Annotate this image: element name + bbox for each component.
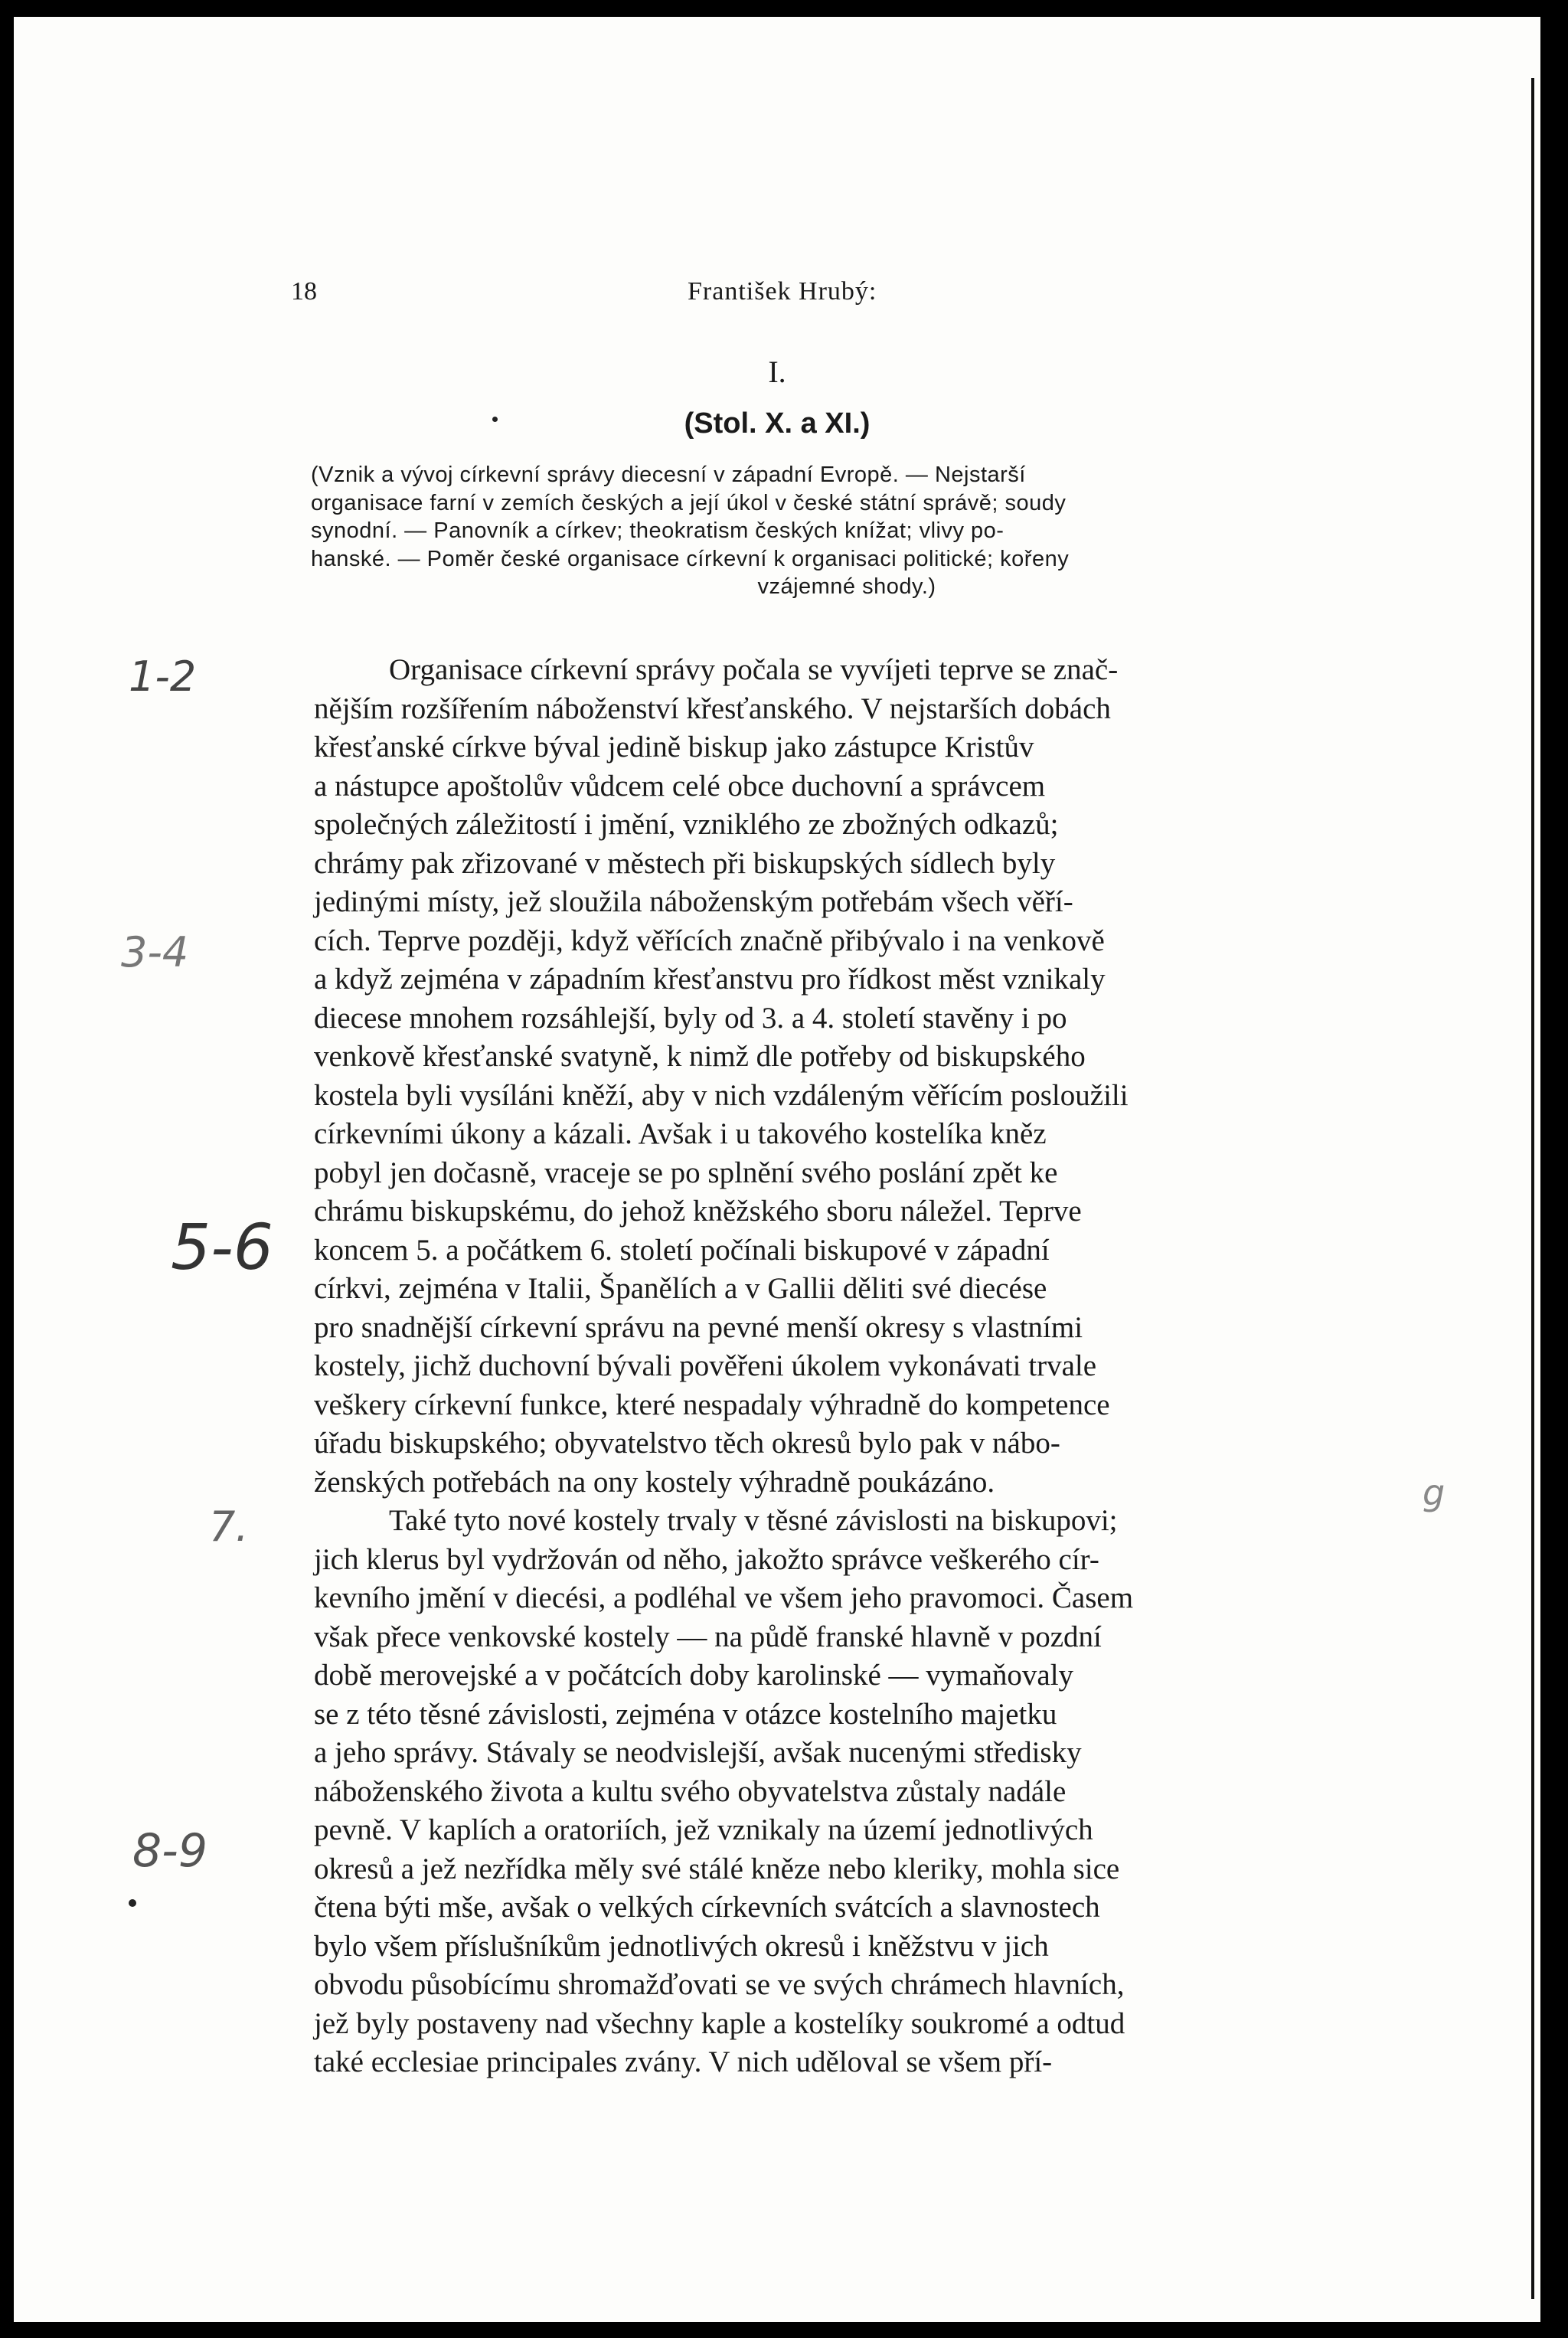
body-line: kostely, jichž duchovní bývali pověřeni úkolem vykonávati trvale bbox=[314, 1349, 1097, 1382]
body-line: chrámu biskupskému, do jehož kněžského sboru náležel. Teprve bbox=[314, 1195, 1082, 1228]
body-line: pobyl jen dočasně, vraceje se po splnění svého poslání zpět ke bbox=[314, 1156, 1058, 1189]
body-line: jedinými místy, jež sloužila náboženským potřebám všech věří- bbox=[314, 885, 1073, 918]
body-text bbox=[314, 651, 1389, 2082]
body-line: nějším rozšířením náboženství křesťanského. V nejstarších dobách bbox=[314, 692, 1111, 725]
body-line: a nástupce apoštolův vůdcem celé obce duchovní a správcem bbox=[314, 769, 1046, 803]
body-line: čtena býti mše, avšak o velkých církevních svátcích a slavnostech bbox=[314, 1891, 1100, 1924]
body-line: pevně. V kaplích a oratoriích, jež vznikaly na území jednotlivých bbox=[314, 1813, 1093, 1846]
body-line: době merovejské a v počátcích doby karolinské — vymaňovaly bbox=[314, 1659, 1074, 1692]
book-page bbox=[14, 17, 1540, 2322]
body-line: obvodu působícímu shromažďovati se ve svých chrámech hlavních, bbox=[314, 1968, 1125, 2001]
body-line: církevními úkony a kázali. Avšak i u takového kostelíka kněz bbox=[314, 1117, 1047, 1150]
body-line: jich klerus byl vydržován od něho, jakožto správce veškerého cír- bbox=[314, 1542, 1099, 1576]
margin-annotation: 8-9 bbox=[132, 1824, 207, 1878]
summary-line: vzájemné shody.) bbox=[757, 574, 936, 599]
summary-line: (Vznik a vývoj církevní správy diecesní v západní Evropě. — Nejstarší bbox=[311, 463, 1026, 487]
body-line: společných záležitostí i jmění, vzniklého ze zbožných odkazů; bbox=[314, 808, 1059, 841]
margin-dot bbox=[129, 1899, 136, 1907]
body-line: úřadu biskupského; obyvatelstvo těch okresů bylo pak v nábo- bbox=[314, 1427, 1060, 1460]
body-line: diecese mnohem rozsáhlejší, byly od 3. a 4. století stavěny i po bbox=[314, 1001, 1067, 1035]
section-number: I. bbox=[768, 355, 786, 389]
section-period: (Stol. X. a XI.) bbox=[684, 407, 871, 440]
body-line: venkově křesťanské svatyně, k nimž dle potřeby od biskupského bbox=[314, 1040, 1086, 1073]
body-line: bylo všem příslušníkům jednotlivých okresů i kněžstvu v jich bbox=[314, 1929, 1049, 1963]
summary-line: organisace farní v zemích českých a její úkol v české státní správě; soudy bbox=[311, 490, 1067, 515]
body-line: Organisace církevní správy počala se vyvíjeti teprve se znač- bbox=[389, 653, 1119, 686]
body-line: koncem 5. a počátkem 6. století počínali biskupové v západní bbox=[314, 1233, 1050, 1267]
running-head: František Hrubý: bbox=[688, 277, 877, 306]
body-line: jež byly postaveny nad všechny kaple a kostelíky soukromé a odtud bbox=[314, 2006, 1125, 2040]
summary-line: synodní. — Panovník a církev; theokratism českých knížat; vlivy po- bbox=[311, 518, 1004, 543]
body-line: kostela byli vysíláni kněží, aby v nich vzdáleným věřícím posloužili bbox=[314, 1078, 1129, 1112]
body-line: také ecclesiae principales zvány. V nich uděloval se všem pří- bbox=[314, 2045, 1053, 2078]
margin-annotation: g bbox=[1423, 1472, 1446, 1513]
body-line: pro snadnější církevní správu na pevné menší okresy s vlastními bbox=[314, 1310, 1083, 1344]
section-summary bbox=[311, 461, 1383, 601]
body-line: chrámy pak zřizované v městech při biskupských sídlech byly bbox=[314, 846, 1056, 880]
summary-line: hanské. — Poměr české organisace církevní k organisaci politické; kořeny bbox=[311, 546, 1070, 571]
body-line: ženských potřebách na ony kostely výhradně poukázáno. bbox=[314, 1465, 995, 1499]
body-line: a když zejména v západním křesťanstvu pro řídkost měst vznikaly bbox=[314, 963, 1106, 996]
body-line: křesťanské církve býval jedině biskup jako zástupce Kristův bbox=[314, 731, 1034, 764]
body-line: Také tyto nové kostely trvaly v těsné závislosti na biskupovi; bbox=[389, 1504, 1118, 1537]
body-line: náboženského života a kultu svého obyvatelstva zůstaly nadále bbox=[314, 1774, 1067, 1808]
body-line: veškery církevní funkce, které nespadaly výhradně do kompetence bbox=[314, 1388, 1110, 1421]
margin-annotation: 1-2 bbox=[129, 652, 197, 701]
page-number: 18 bbox=[291, 277, 317, 306]
page-header bbox=[14, 277, 1540, 316]
body-line: cích. Teprve později, když věřících značně přibývalo i na venkově bbox=[314, 924, 1105, 957]
body-line: a jeho správy. Stávaly se neodvislejší, avšak nucenými středisky bbox=[314, 1736, 1082, 1769]
body-line: však přece venkovské kostely — na půdě franské hlavně v pozdní bbox=[314, 1620, 1102, 1653]
body-line: církvi, zejména v Italii, Španělích a v Gallii děliti své diecése bbox=[314, 1272, 1047, 1305]
body-line: kevního jmění v diecési, a podléhal ve všem jeho pravomoci. Časem bbox=[314, 1581, 1134, 1614]
body-line: se z této těsné závislosti, zejména v otázce kostelního majetku bbox=[314, 1697, 1057, 1731]
margin-annotation: 3-4 bbox=[121, 928, 189, 976]
margin-annotation: 5-6 bbox=[171, 1212, 273, 1284]
margin-annotation: 7. bbox=[209, 1503, 249, 1551]
body-line: okresů a jež nezřídka měly své stálé kněze nebo kleriky, mohla sice bbox=[314, 1852, 1120, 1885]
